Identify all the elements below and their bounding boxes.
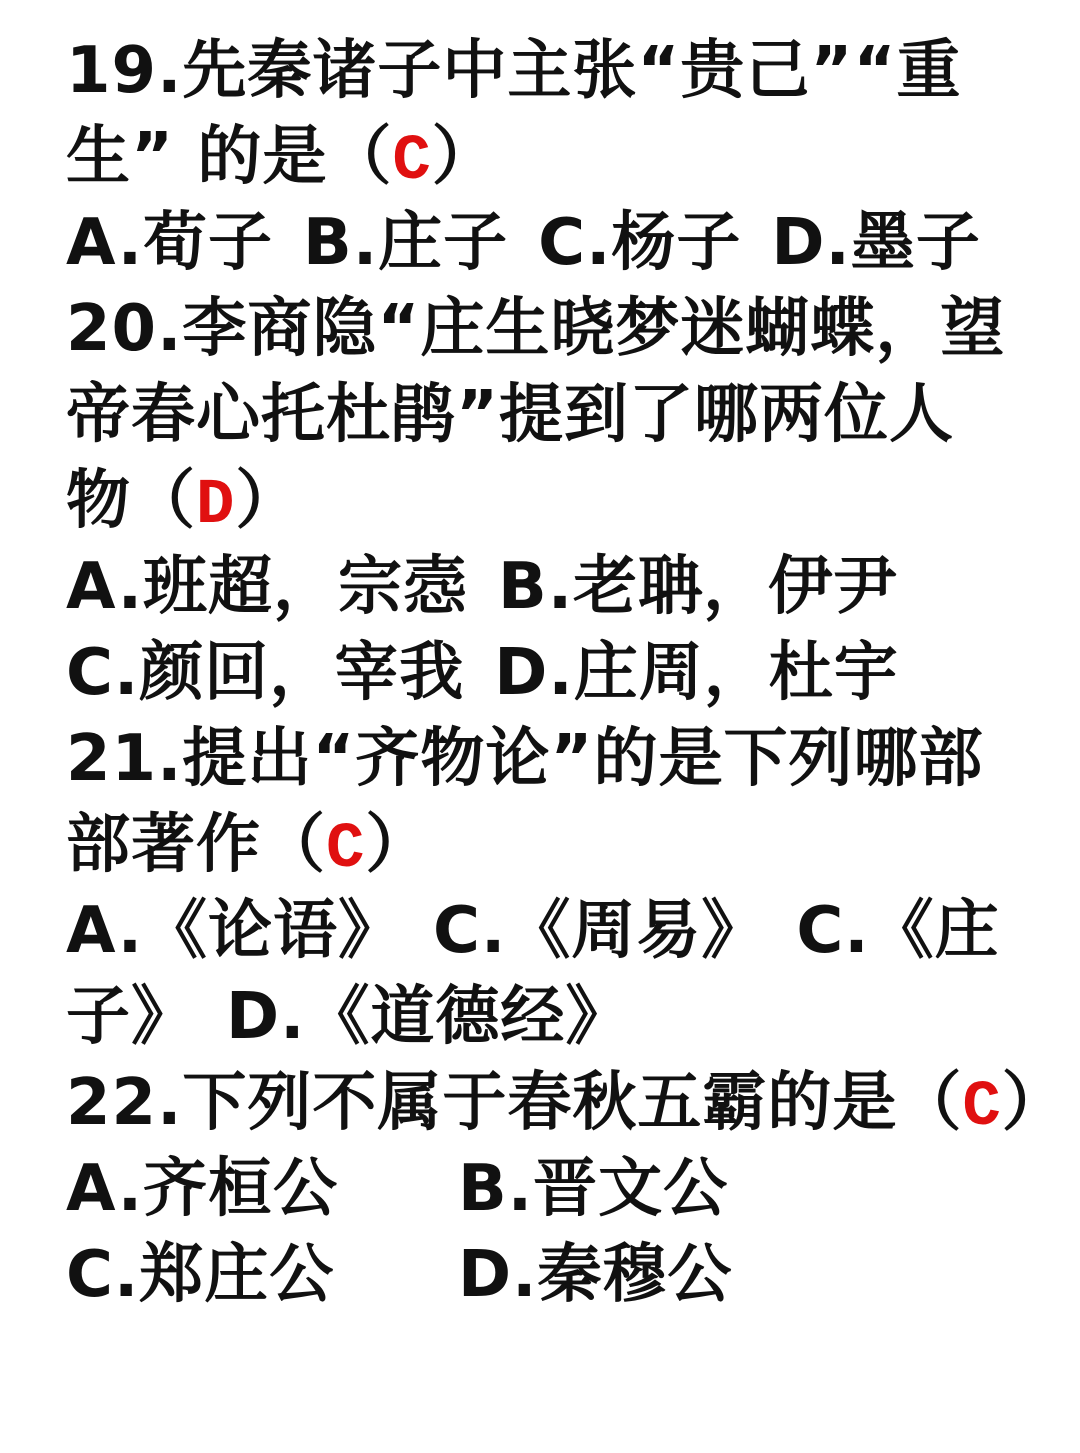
question-22-option-d: D.秦穆公 bbox=[458, 1238, 733, 1312]
question-20-option-a: A.班超，宗悫 bbox=[66, 550, 469, 624]
question-19-paren-close: ） bbox=[431, 120, 497, 194]
question-20-line-3 bbox=[66, 458, 1026, 544]
question-22-text: 22.下列不属于春秋五霸的是（ bbox=[66, 1066, 963, 1140]
question-21-options-line-1 bbox=[66, 888, 1026, 974]
question-21-answer: C bbox=[326, 814, 366, 886]
question-21-option-b: C.《周易》 bbox=[433, 894, 767, 968]
question-21-option-c-end: 子》 bbox=[66, 980, 196, 1054]
question-20-text: 物（ bbox=[66, 464, 196, 538]
question-20-paren-close: ） bbox=[235, 464, 301, 538]
question-19-option-b: B.庄子 bbox=[303, 206, 509, 280]
question-19-options bbox=[66, 200, 1026, 286]
question-22-option-c: C.郑庄公 bbox=[66, 1238, 335, 1312]
question-20-line-1: 20.李商隐“庄生晓梦迷蝴蝶，望 bbox=[66, 292, 1006, 366]
question-21-option-c-start: C.《庄 bbox=[796, 894, 1000, 968]
quiz-page bbox=[66, 28, 1067, 1318]
question-19-option-c: C.杨子 bbox=[538, 206, 742, 280]
question-22-option-b: B.晋文公 bbox=[458, 1152, 729, 1226]
question-19-answer: C bbox=[392, 126, 432, 198]
question-22-paren-close: ） bbox=[1001, 1066, 1067, 1140]
question-19-option-d: D.墨子 bbox=[771, 206, 981, 280]
question-21-option-a: A.《论语》 bbox=[66, 894, 404, 968]
question-19-text: 生” 的是（ bbox=[66, 120, 393, 194]
question-22-answer: C bbox=[962, 1072, 1002, 1144]
question-22-options-row-2 bbox=[66, 1232, 1026, 1318]
question-20-option-d: D.庄周，杜宇 bbox=[494, 636, 899, 710]
question-19-line-2 bbox=[66, 114, 1026, 200]
question-22-option-a: A.齐桓公 bbox=[66, 1152, 339, 1226]
question-20-options-row-2 bbox=[66, 630, 1026, 716]
question-21-options-line-2 bbox=[66, 974, 1026, 1060]
question-19-option-a: A.荀子 bbox=[66, 206, 274, 280]
question-22-line-1 bbox=[66, 1060, 1067, 1146]
question-21-option-d: D.《道德经》 bbox=[226, 980, 631, 1054]
question-22-options-row-1 bbox=[66, 1146, 1026, 1232]
question-19-line-1: 19.先秦诸子中主张“贵己”“重 bbox=[66, 34, 962, 108]
question-20-option-c: C.颜回，宰我 bbox=[66, 636, 465, 710]
question-21-line-1: 21.提出“齐物论”的是下列哪部 bbox=[66, 722, 984, 796]
question-21-line-2 bbox=[66, 802, 1026, 888]
question-21-text: 部著作（ bbox=[66, 808, 326, 882]
question-21-paren-close: ） bbox=[365, 808, 431, 882]
question-20-line-2: 帝春心托杜鹃”提到了哪两位人 bbox=[66, 378, 955, 452]
question-20-answer: D bbox=[196, 470, 236, 542]
question-20-option-b: B.老聃，伊尹 bbox=[498, 550, 899, 624]
question-20-options-row-1 bbox=[66, 544, 1026, 630]
